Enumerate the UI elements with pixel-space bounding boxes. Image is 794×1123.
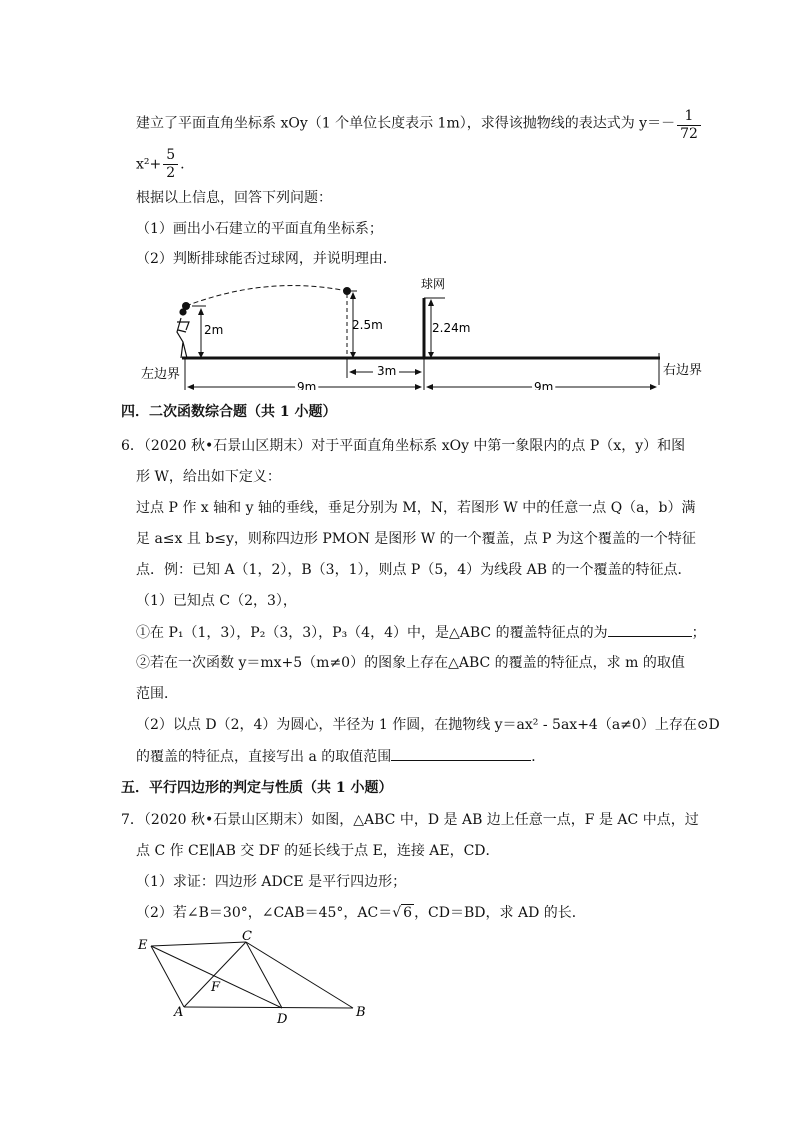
segment-ED <box>151 946 282 1008</box>
sqrt-radicand: 6 <box>403 905 413 921</box>
p1-line2-end: . <box>180 156 185 173</box>
sqrt-symbol: √ <box>392 905 402 921</box>
section-4-heading: 四．二次函数综合题（共 1 小题） <box>121 404 337 420</box>
p1-line1 <box>136 106 703 141</box>
label-3m: 3m <box>377 364 397 378</box>
segment-EA <box>151 946 184 1007</box>
p1-q1: （1）画出小石建立的平面直角坐标系； <box>136 221 383 237</box>
q7-line4 <box>136 903 586 923</box>
point-label-F: F <box>211 980 221 995</box>
answer-blank-2[interactable] <box>391 746 531 761</box>
label-9m-right: 9m <box>534 380 554 390</box>
fraction-denominator: 2 <box>166 165 176 181</box>
q6-line7-text: ①在 P₁（1，3），P₂（3，3），P₃（4，4）中，是△ABC 的覆盖特征点的为 <box>136 625 608 641</box>
q6-line10: （2）以点 D（2，4）为圆心，半径为 1 作圆，在抛物线 y＝ax² - 5ax+4（a≠0）上存在⊙D <box>136 717 720 733</box>
label-9m-left: 9m <box>297 380 317 390</box>
label-2m: 2m <box>204 323 224 337</box>
label-right-boundary: 右边界 <box>663 363 703 378</box>
p1-line3: 根据以上信息，回答下列问题： <box>136 190 332 206</box>
segment-AC <box>184 942 246 1007</box>
q7-line4-text-a: （2）若∠B＝30°，∠CAB＝45°，AC＝ <box>136 905 393 921</box>
q6-line9: 范围． <box>136 686 178 702</box>
section-5-heading: 五．平行四边形的判定与性质（共 1 小题） <box>121 780 393 796</box>
label-2-24m: 2.24m <box>432 321 471 335</box>
q6-line5: 点．例：已知 A（1，2），B（3，1），则点 P（5，4）为线段 AB 的一个覆盖的特征点． <box>136 562 692 578</box>
fraction-numerator: 1 <box>677 108 701 126</box>
q7-line4-text-c: ，CD＝BD，求 AD 的长． <box>414 905 586 921</box>
q6-line11 <box>136 746 545 767</box>
q6-line11-end: ． <box>531 749 546 765</box>
q6-line2: 形 W，给出如下定义： <box>136 469 281 485</box>
q7-line3: （1）求证：四边形 ADCE 是平行四边形； <box>136 874 407 890</box>
label-2-5m: 2.5m <box>352 318 383 332</box>
fraction-denominator: 72 <box>680 126 698 142</box>
fraction-5-2 <box>163 147 178 182</box>
fraction-numerator: 5 <box>163 147 178 165</box>
p1-line2 <box>136 147 185 182</box>
answer-blank-1[interactable] <box>608 622 692 637</box>
segment-AB <box>184 1007 353 1008</box>
q6-line7 <box>136 622 706 643</box>
segment-CD <box>246 942 282 1008</box>
q6-line11-text: 的覆盖的特征点，直接写出 a 的取值范围 <box>136 749 392 765</box>
point-label-D: D <box>277 1012 288 1027</box>
q7-line1: 7．（2020 秋•石景山区期末）如图，△ABC 中，D 是 AB 边上任意一点，F 是 AC 中点，过 <box>121 812 699 828</box>
fraction-1-72 <box>677 108 701 143</box>
player-figure <box>177 309 189 358</box>
volleyball-diagram <box>0 270 794 390</box>
segment-EC <box>151 942 246 946</box>
p1-line2-text: x²+ <box>136 156 162 173</box>
q6-line1: 6．（2020 秋•石景山区期末）对于平面直角坐标系 xOy 中第一象限内的点 P（x，y）和图 <box>121 438 686 454</box>
point-label-C: C <box>242 930 252 944</box>
point-label-E: E <box>138 938 148 953</box>
geometry-figure <box>130 930 390 1030</box>
q6-line4: 足 a≤x 且 b≤y，则称四边形 PMON 是图形 W 的一个覆盖，点 P 为这个覆盖的一个特征 <box>136 531 696 547</box>
p1-q2: （2）判断排球能否过球网，并说明理由． <box>136 251 397 267</box>
q6-line6: （1）已知点 C（2，3）， <box>136 593 297 609</box>
q6-line7-end: ； <box>691 625 706 641</box>
p1-line1-text: 建立了平面直角坐标系 xOy（1 个单位长度表示 1m），求得该抛物线的表达式为 y＝－ <box>136 115 676 132</box>
label-net: 球网 <box>421 277 446 291</box>
point-label-B: B <box>356 1005 366 1020</box>
q6-line3: 过点 P 作 x 轴和 y 轴的垂线，垂足分别为 M，N，若图形 W 中的任意一点 Q（a，b）满 <box>136 500 696 516</box>
label-left-boundary: 左边界 <box>141 367 181 382</box>
q7-line2: 点 C 作 CE∥AB 交 DF 的延长线于点 E，连接 AE，CD． <box>136 843 500 859</box>
q6-line8: ②若在一次函数 y＝mx+5（m≠0）的图象上存在△ABC 的覆盖的特征点，求 m 的取值 <box>136 655 685 671</box>
ball-trajectory <box>186 286 347 306</box>
point-label-A: A <box>174 1005 184 1020</box>
